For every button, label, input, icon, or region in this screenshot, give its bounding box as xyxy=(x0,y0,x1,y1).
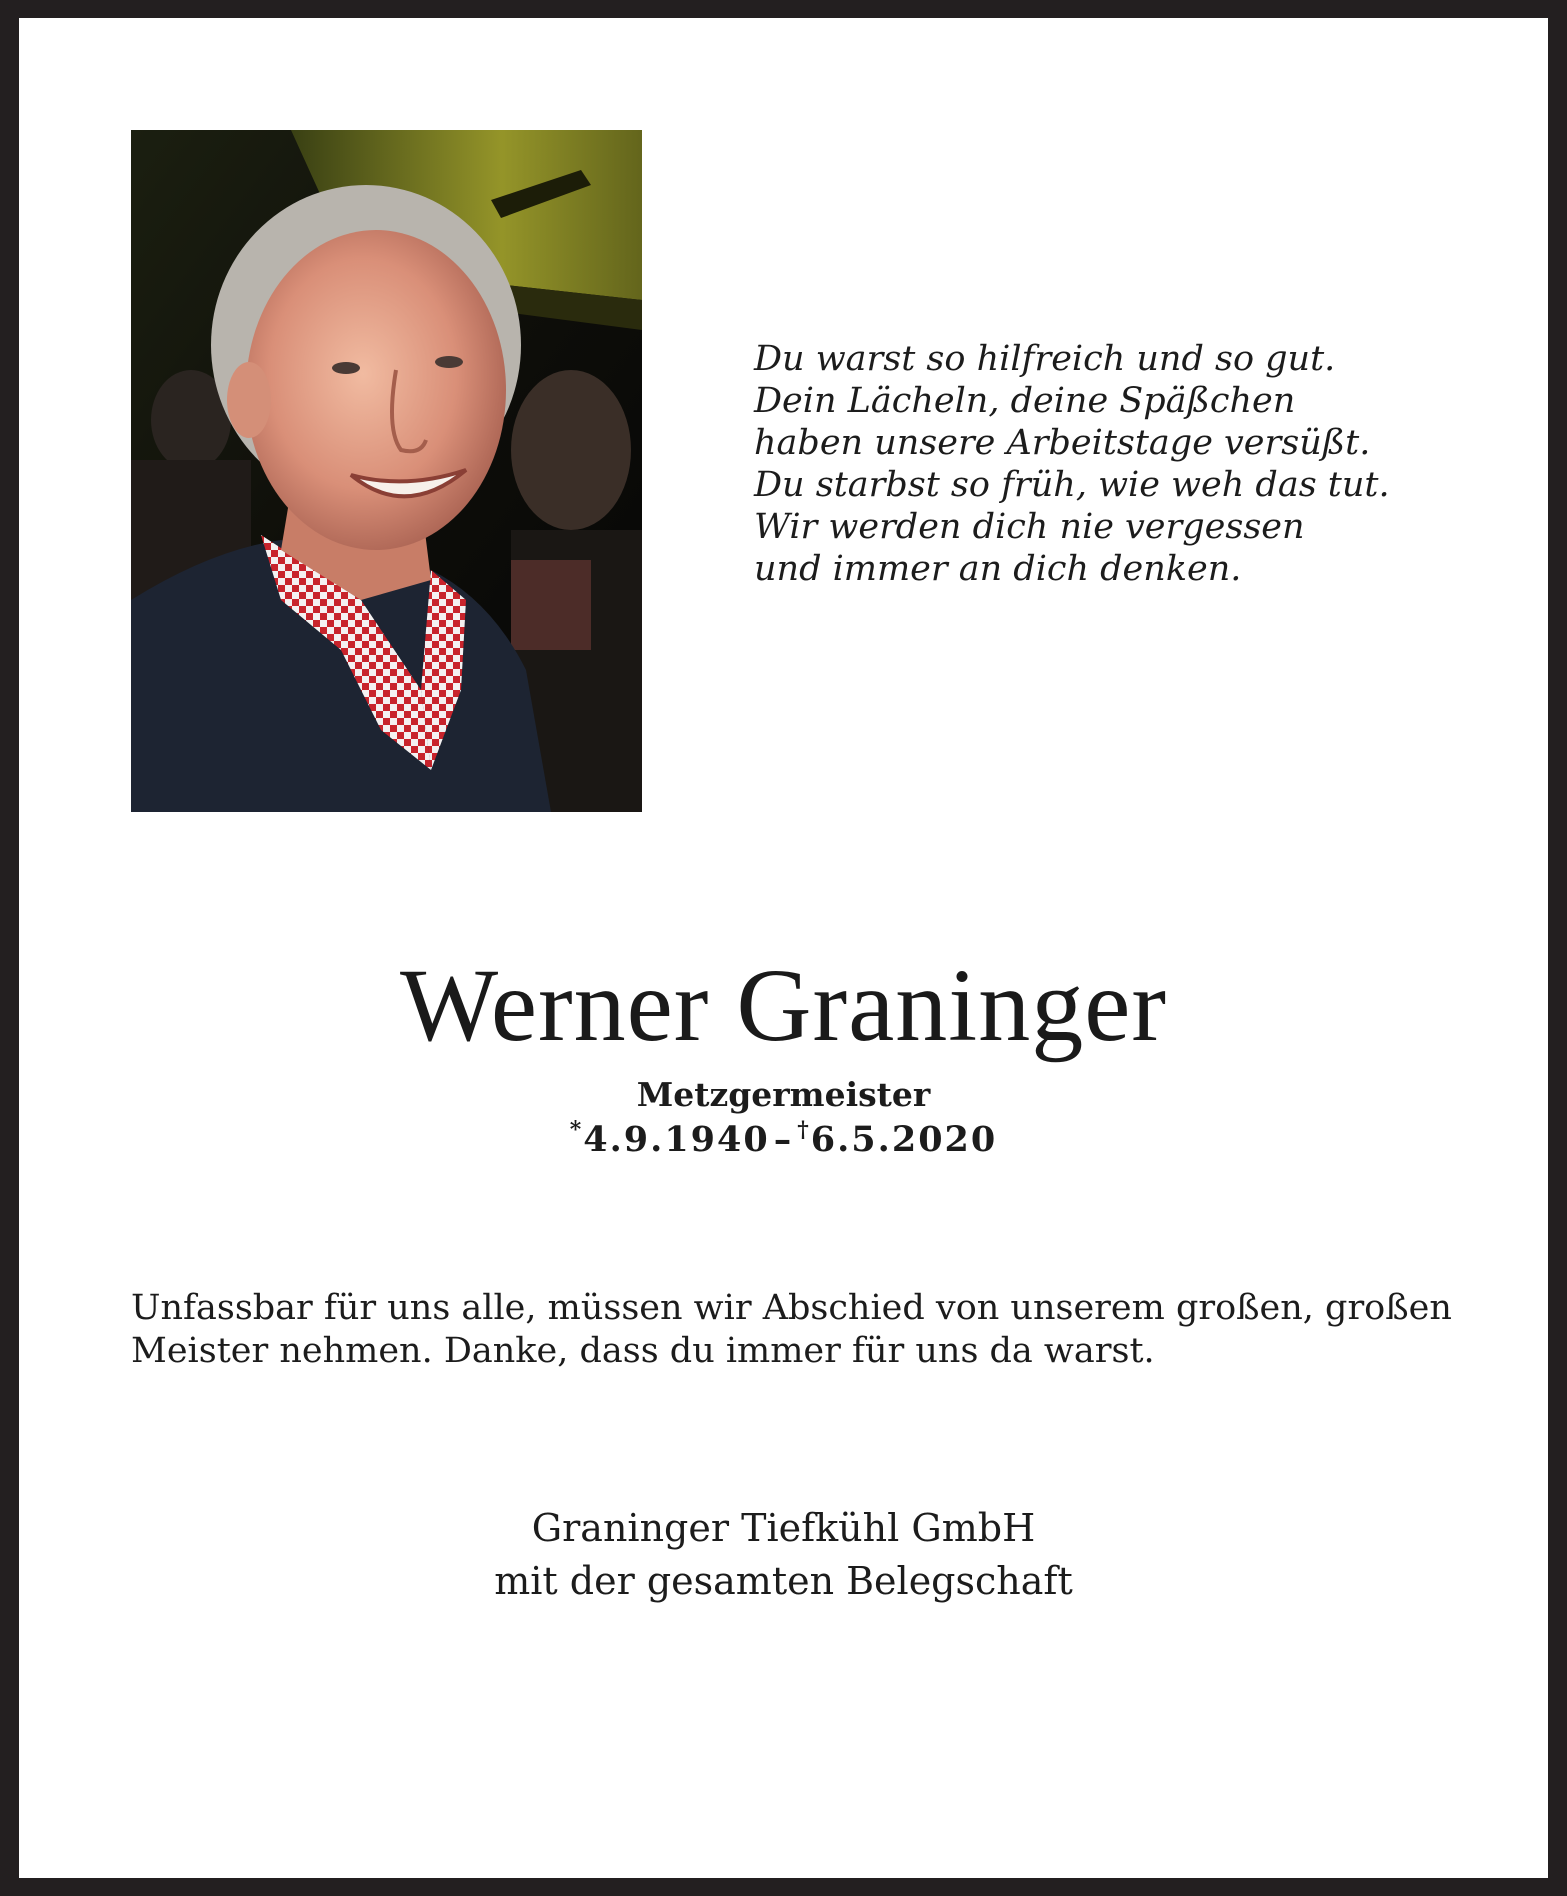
poem xyxy=(754,338,1474,590)
poem-line: Wir werden dich nie vergessen xyxy=(754,507,1305,547)
signature-company: Graninger Tiefkühl GmbH xyxy=(531,1506,1036,1550)
message-line: Meister nehmen. Danke, dass du immer für uns da warst. xyxy=(131,1331,1155,1371)
birth-date: 4.9.1940 xyxy=(583,1119,770,1160)
poem-line: haben unsere Arbeitstage versüßt. xyxy=(754,423,1371,463)
life-dates xyxy=(0,1118,1567,1162)
birth-symbol: * xyxy=(569,1117,584,1143)
poem-line: Du starbst so früh, wie weh das tut. xyxy=(754,465,1390,505)
message-line: Unfassbar für uns alle, müssen wir Abschied von unserem großen, großen xyxy=(131,1288,1452,1328)
profession: Metzgermeister xyxy=(636,1075,931,1114)
signature-staff: mit der gesamten Belegschaft xyxy=(494,1559,1073,1603)
date-separator: – xyxy=(773,1119,794,1160)
death-date: 6.5.2020 xyxy=(810,1119,998,1160)
poem-line: Du warst so hilfreich und so gut. xyxy=(754,339,1336,379)
deceased-name: Werner Graninger xyxy=(399,948,1167,1063)
poem-line: und immer an dich denken. xyxy=(754,549,1242,589)
farewell-message xyxy=(131,1287,1451,1373)
poem-line: Dein Lächeln, deine Späßchen xyxy=(754,381,1296,421)
portrait-photo xyxy=(131,130,642,812)
death-symbol: † xyxy=(797,1117,811,1143)
signature xyxy=(0,1502,1567,1608)
